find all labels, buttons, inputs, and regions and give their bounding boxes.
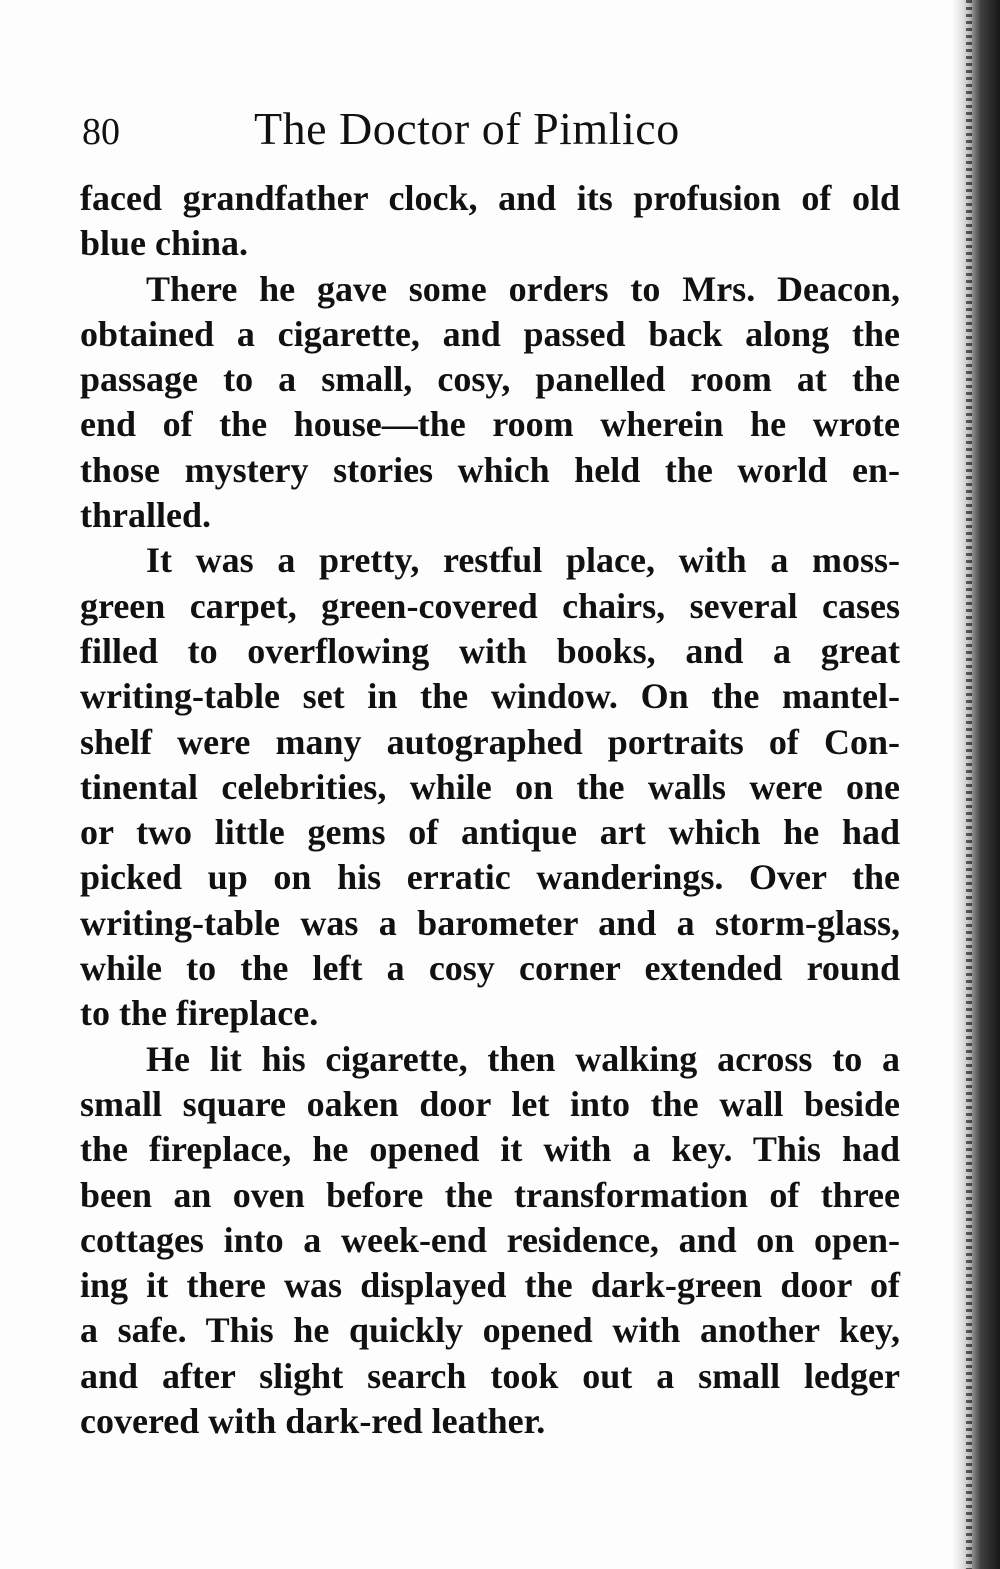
text-line: to the fireplace. (80, 993, 319, 1034)
text-line: green carpet, green-covered chairs, several cases (80, 585, 900, 626)
text-line: while to the left a cosy corner extended round (80, 948, 900, 989)
text-line: tinental celebrities, while on the walls were one (80, 766, 900, 807)
text-line: blue china. (80, 223, 249, 264)
text-line: been an oven before the transformation of three (80, 1174, 900, 1215)
text-line: ing it there was displayed the dark-green door of (80, 1265, 900, 1306)
text-line: or two little gems of antique art which he had (80, 812, 900, 853)
text-line: a safe. This he quickly opened with another key, (80, 1310, 900, 1351)
text-line: writing-table set in the window. On the mantel- (80, 676, 900, 717)
page-number: 80 (82, 111, 120, 153)
body-text (80, 176, 900, 1444)
text-line: covered with dark-red leather. (80, 1401, 546, 1442)
binding-edge-shadow (952, 0, 1000, 1569)
text-line: small square oaken door let into the wall beside (80, 1083, 900, 1124)
running-title: The Doctor of Pimlico (254, 103, 680, 154)
text-line: thralled. (80, 495, 211, 536)
text-line: shelf were many autographed portraits of Con- (80, 721, 900, 762)
text-line: cottages into a week-end residence, and on open- (80, 1219, 900, 1260)
text-line: There he gave some orders to Mrs. Deacon, (146, 268, 900, 309)
text-line: filled to overflowing with books, and a great (80, 630, 900, 671)
page-header (82, 102, 912, 162)
text-line: the fireplace, he opened it with a key. This had (80, 1129, 900, 1170)
text-line: picked up on his erratic wanderings. Over the (80, 857, 900, 898)
text-line: passage to a small, cosy, panelled room at the (80, 359, 900, 400)
text-line: those mystery stories which held the world en- (80, 449, 900, 490)
text-line: faced grandfather clock, and its profusion of old (80, 178, 900, 218)
text-line: It was a pretty, restful place, with a moss- (146, 540, 900, 581)
text-line: end of the house—the room wherein he wrote (80, 404, 900, 445)
text-line: and after slight search took out a small ledger (80, 1355, 900, 1396)
text-line: He lit his cigarette, then walking across to a (146, 1038, 900, 1079)
text-line: writing-table was a barometer and a storm-glass, (80, 902, 900, 943)
text-line: obtained a cigarette, and passed back along the (80, 313, 900, 354)
